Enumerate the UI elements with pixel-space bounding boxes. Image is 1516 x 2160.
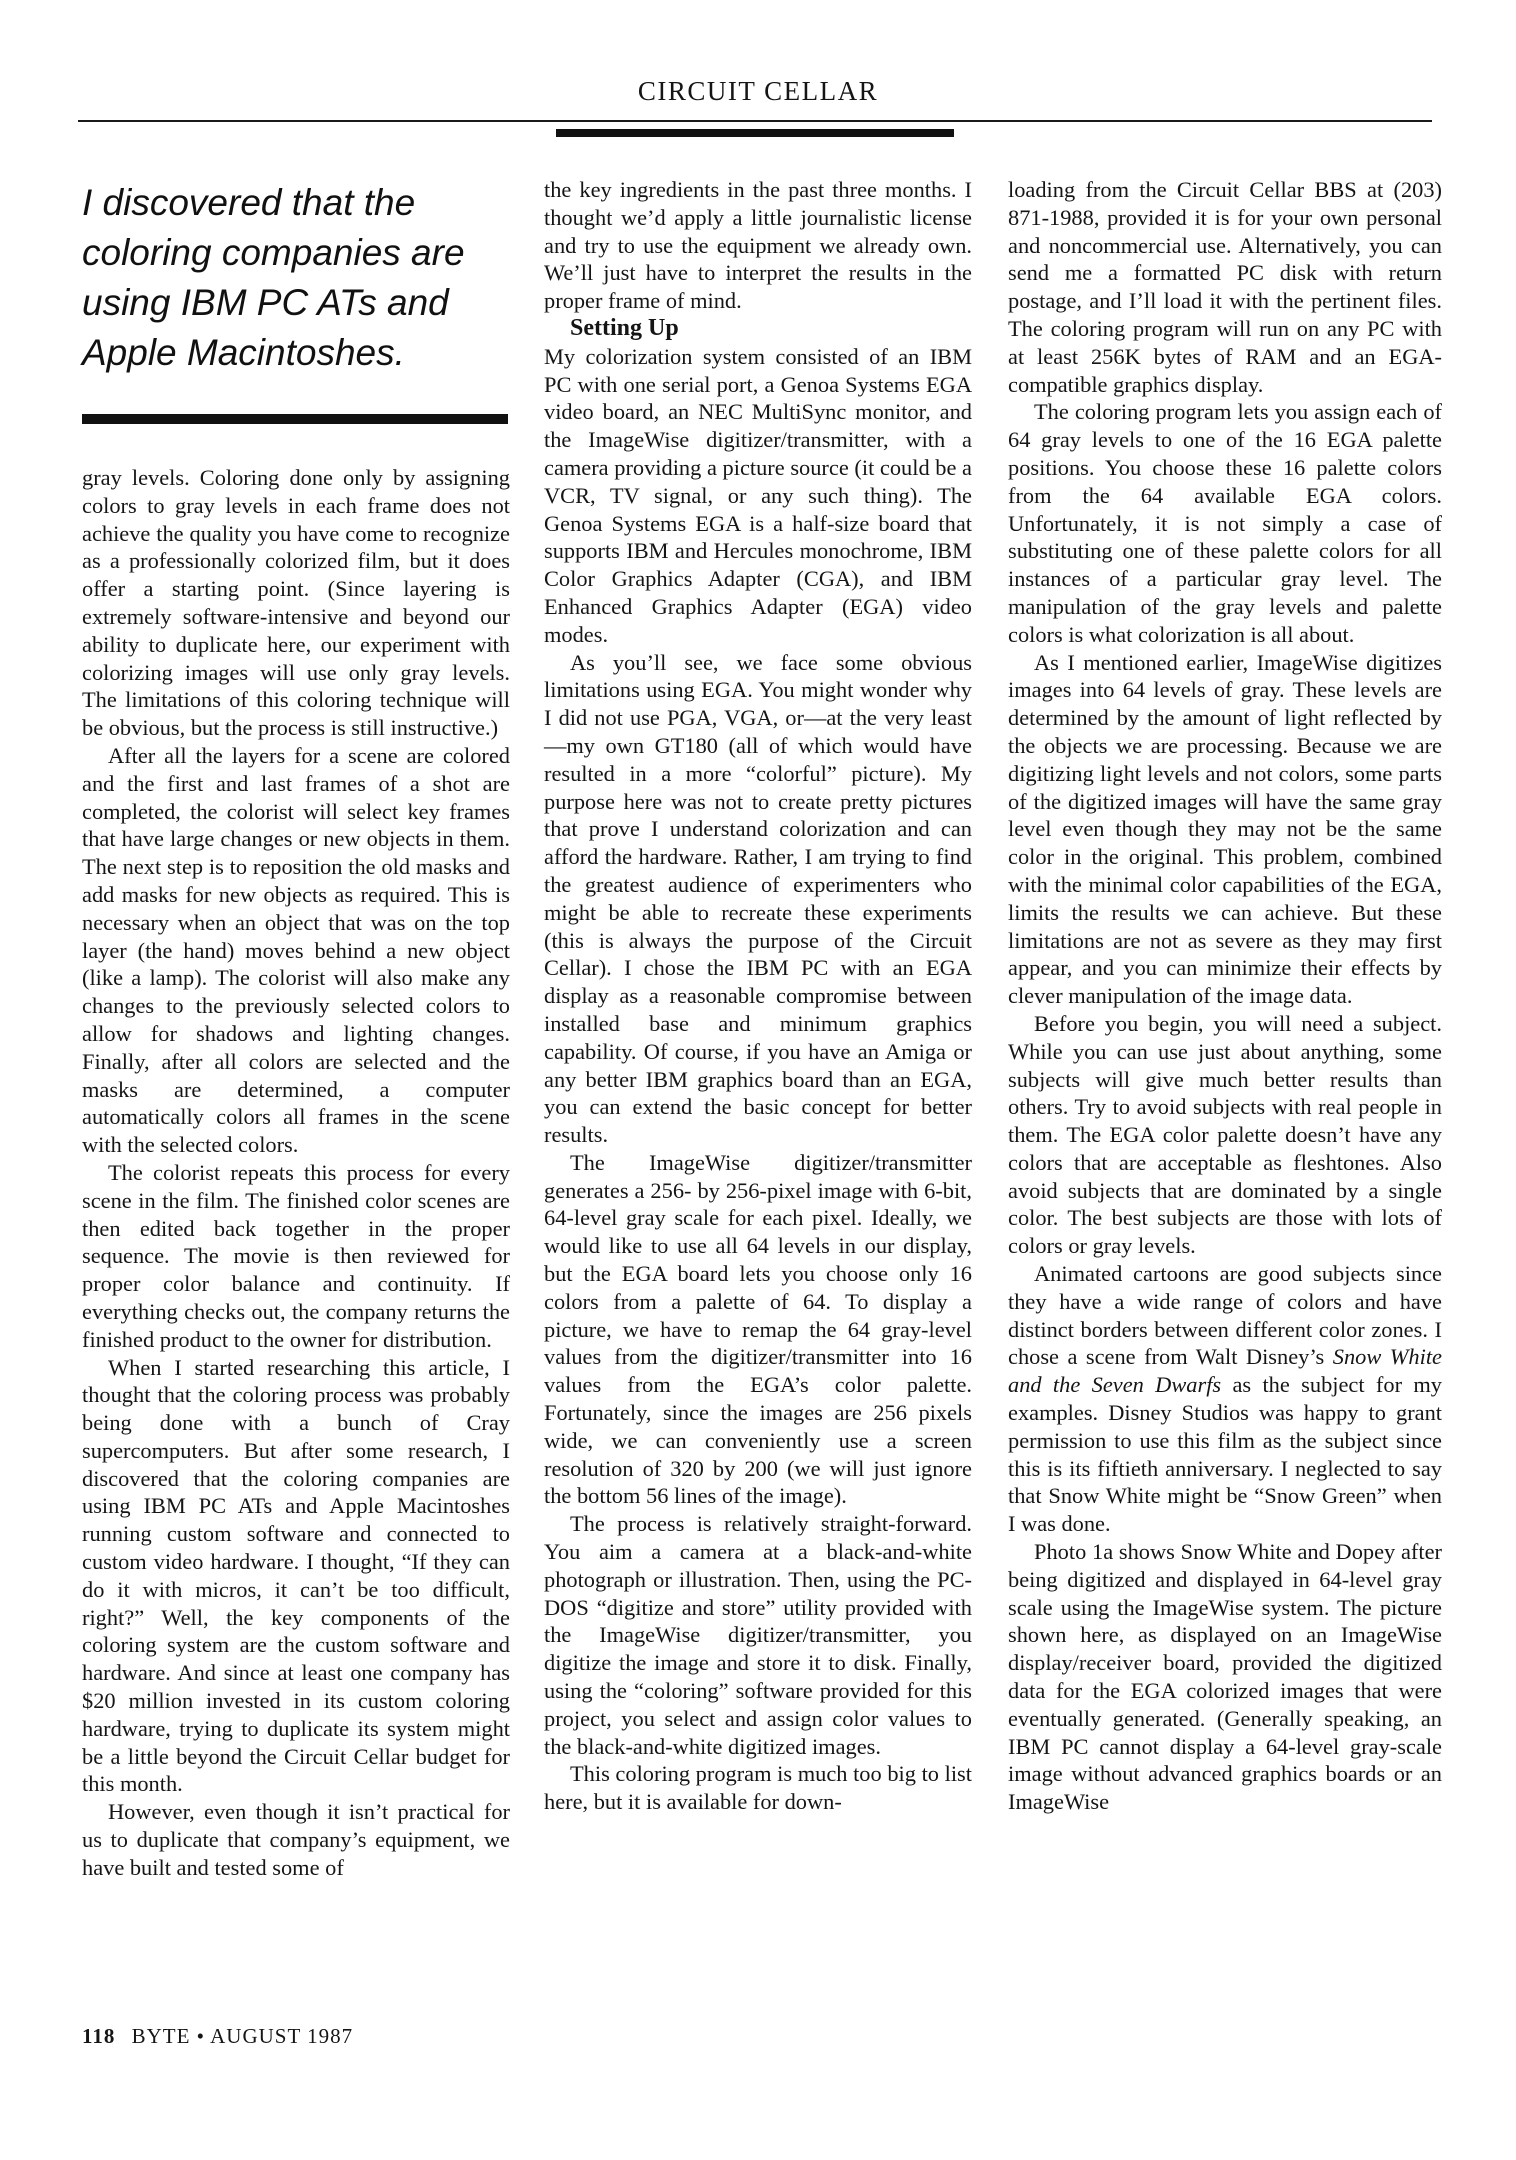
- paragraph: However, even though it isn’t practical for us to duplicate that company’s equipment, we have built and tested some of: [82, 1799, 510, 1880]
- running-header: CIRCUIT CELLAR: [637, 76, 879, 106]
- paragraph: The colorist repeats this process for every scene in the film. The finished color scenes are then edited back together in the proper sequence. The movie is then reviewed for proper color balance and continuity. If everything checks out, the company returns the finished product to the owner for distribution.: [82, 1159, 510, 1352]
- paragraph: the key ingredients in the past three months. I thought we’d apply a little journalistic license and try to use the equipment we already own. We’ll just have to interpret the results in the proper frame of mind.: [544, 177, 972, 314]
- header-bar: [556, 129, 954, 137]
- paragraph: After all the layers for a scene are colored and the first and last frames of a shot are completed, the colorist will select key frames that have large changes or new objects in them. The next step is to reposition the old masks and add masks for new objects as required. This is necessary when an object that was on the top layer (the hand) moves behind a new object (like a lamp). The colorist will also make any changes to the previously selected colors to allow for shadows and lighting changes. Finally, after all colors are selected and the masks are determined, a computer automatically colors all frames in the scene with the selected colors.: [82, 742, 510, 1158]
- pull-quote: I discovered that the coloring companies are using IBM PC ATs and Apple Macintoshes.: [82, 182, 465, 373]
- column-3: [1008, 176, 1442, 1816]
- text-run: Animated cartoons are good subjects since they have a wide range of colors and have distinct borders between different color zones. I chose a scene from Walt Disney’s: [1008, 1261, 1442, 1370]
- paragraph: My colorization system consisted of an IBM PC with one serial port, a Genoa Systems EGA video board, an NEC MultiSync monitor, and the ImageWise digitizer/transmitter, with a camera providing a picture source (it could be a VCR, TV signal, or any such thing). The Genoa Systems EGA is a half-size board that supports IBM and Hercules monochrome, IBM Color Graphics Adapter (CGA), and IBM Enhanced Graphics Adapter (EGA) video modes.: [544, 343, 972, 647]
- header-rule: [78, 120, 1432, 122]
- paragraph: [1008, 1260, 1442, 1538]
- column-2: [544, 176, 972, 1816]
- page-number: 118: [82, 2024, 116, 2048]
- section-heading: Setting Up: [570, 314, 679, 341]
- film-title: Snow White and the Seven Dwarfs: [1008, 1344, 1442, 1398]
- paragraph: As you’ll see, we face some obvious limitations using EGA. You might wonder why I did not use PGA, VGA, or—at the very least—my own GT180 (all of which would have resulted in a more “colorful” picture). My purpose here was not to create pretty pictures that prove I understand colorization and can afford the hardware. Rather, I am trying to find the greatest audience of experimenters who might be able to recreate these experiments (this is always the purpose of the Circuit Cellar). I chose the IBM PC with an EGA display as a reasonable compromise between installed base and minimum graphics capability. Of course, if you have an Amiga or any better IBM graphics board than an EGA, you can extend the basic concept for better results.: [544, 649, 972, 1148]
- page-footer: [82, 2024, 353, 2049]
- paragraph: gray levels. Coloring done only by assigning colors to gray levels in each frame does not achieve the quality you have come to recognize as a professionally colorized film, but it does offer a starting point. (Since layering is extremely software-intensive and beyond our ability to duplicate here, our experiment with colorizing images will use only gray levels. The limitations of this coloring technique will be obvious, but the process is still instructive.): [82, 465, 510, 741]
- paragraph: The ImageWise digitizer/transmitter generates a 256- by 256-pixel image with 6-bit, 64-level gray scale for each pixel. Ideally, we would like to use all 64 levels in our display, but the EGA board lets you choose only 16 colors from a palette of 64. To display a picture, we have to remap the 64 gray-level values from the digitizer/transmitter into 16 values from the EGA’s color palette. Fortunately, since the images are 256 pixels wide, we can conveniently use a screen resolution of 320 by 200 (we will just ignore the bottom 56 lines of the image).: [544, 1149, 972, 1509]
- pull-quote-rule: [82, 414, 508, 424]
- paragraph: Photo 1a shows Snow White and Dopey after being digitized and displayed in 64-level gray scale using the ImageWise system. The picture shown here, as displayed on an ImageWise display/receiver board, provided the digitized data for the EGA colorized images that were eventually generated. (Generally speaking, an IBM PC cannot display a 64-level gray-scale image without advanced graphics boards or an ImageWise: [1008, 1539, 1442, 1815]
- paragraph: Before you begin, you will need a subject. While you can use just about anything, some subjects will give much better results than others. Try to avoid subjects with real people in them. The EGA color palette doesn’t have any colors that are acceptable as fleshtones. Also avoid subjects that are dominated by a single color. The best subjects are those with lots of colors or gray levels.: [1008, 1010, 1442, 1259]
- column-1: [82, 464, 510, 1882]
- paragraph: The coloring program lets you assign each of 64 gray levels to one of the 16 EGA palette positions. You choose these 16 palette colors from the 64 available EGA colors. Unfortunately, it is not simply a case of substituting one of these palette colors for all instances of a particular gray level. The manipulation of the gray levels and palette colors is what colorization is all about.: [1008, 399, 1442, 647]
- paragraph: The process is relatively straight-forward. You aim a camera at a black-and-white photograph or illustration. Then, using the PC-DOS “digitize and store” utility provided with the ImageWise digitizer/transmitter, you digitize the image and store it to disk. Finally, using the “coloring” software provided for this project, you select and assign color values to the black-and-white digitized images.: [544, 1511, 972, 1759]
- paragraph: When I started researching this article, I thought that the coloring process was probably being done with a bunch of Cray supercomputers. But after some research, I discovered that the coloring companies are using IBM PC ATs and Apple Macintoshes running custom software and connected to custom video hardware. I thought, “If they can do it with micros, it can’t be too difficult, right?” Well, the key components of the coloring system are the custom software and hardware. And since at least one company has $20 million invested in its custom coloring hardware, trying to duplicate its system might be a little beyond the Circuit Cellar budget for this month.: [82, 1354, 510, 1797]
- text-run: as the subject for my examples. Disney Studios was happy to grant permission to use this film as the subject since this is its fiftieth anniversary. I neglected to say that Snow White might be “Snow Green” when I was done.: [1008, 1372, 1442, 1537]
- paragraph: This coloring program is much too big to list here, but it is available for down-: [544, 1761, 972, 1815]
- publication-line: BYTE • AUGUST 1987: [131, 2024, 354, 2048]
- paragraph: As I mentioned earlier, ImageWise digitizes images into 64 levels of gray. These levels are determined by the amount of light reflected by the objects we are processing. Because we are digitizing light levels and not colors, some parts of the digitized images will have the same gray level even though they may not be the same color in the original. This problem, combined with the minimal color capabilities of the EGA, limits the results we can achieve. But these limitations are not as severe as they may first appear, and you can minimize their effects by clever manipulation of the image data.: [1008, 649, 1442, 1009]
- paragraph: loading from the Circuit Cellar BBS at (203) 871-1988, provided it is for your own personal and noncommercial use. Alternatively, you can send me a formatted PC disk with return postage, and I’ll load it with the pertinent files. The coloring program will run on any PC with at least 256K bytes of RAM and an EGA-compatible graphics display.: [1008, 177, 1442, 397]
